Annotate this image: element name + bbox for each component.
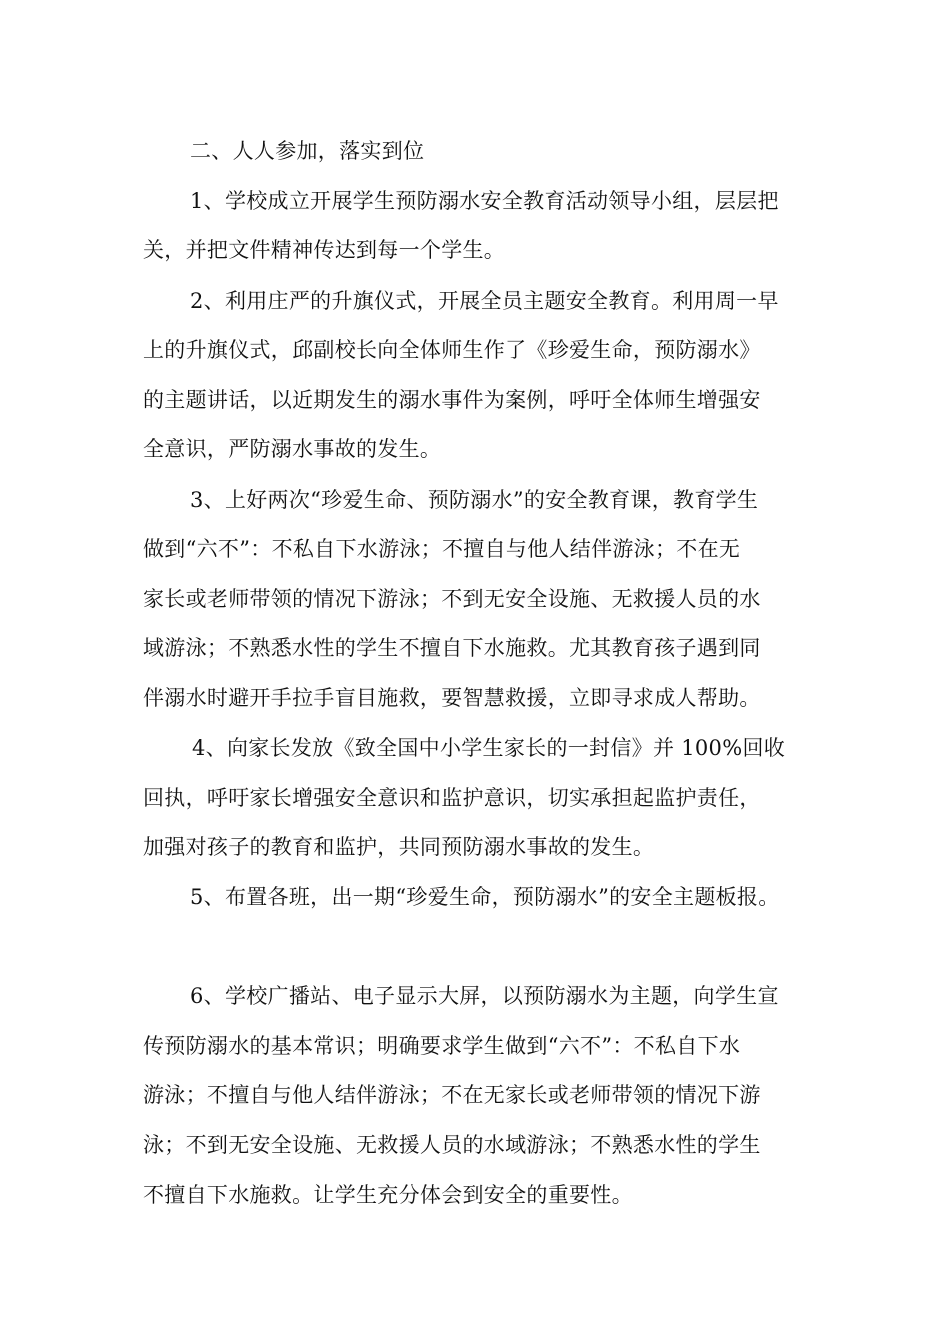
- paragraph-6-line-5: 不擅自下水施救。让学生充分体会到安全的重要性。: [143, 1183, 633, 1207]
- paragraph-3-line-5: 伴溺水时避开手拉手盲目施救，要智慧救援，立即寻求成人帮助。: [143, 686, 761, 710]
- paragraph-2-line-1: 2、利用庄严的升旗仪式，开展全员主题安全教育。利用周一早: [190, 289, 779, 313]
- paragraph-1-line-1: 1、学校成立开展学生预防溺水安全教育活动领导小组，层层把: [190, 189, 779, 213]
- paragraph-3-line-1: 3、上好两次“珍爱生命、预防溺水”的安全教育课，教育学生: [190, 488, 759, 512]
- paragraph-5-line-1: 5、布置各班，出一期“珍爱生命，预防溺水”的安全主题板报。: [190, 885, 780, 909]
- paragraph-3-line-3: 家长或老师带领的情况下游泳；不到无安全设施、无救援人员的水: [143, 587, 761, 611]
- paragraph-2-line-3: 的主题讲话，以近期发生的溺水事件为案例，呼吁全体师生增强安: [143, 388, 761, 412]
- paragraph-2-line-2: 上的升旗仪式，邱副校长向全体师生作了《珍爱生命，预防溺水》: [143, 338, 761, 362]
- paragraph-3-line-4: 域游泳；不熟悉水性的学生不擅自下水施救。尤其教育孩子遇到同: [143, 636, 761, 660]
- paragraph-2-line-4: 全意识，严防溺水事故的发生。: [143, 437, 442, 461]
- paragraph-4-line-3: 加强对孩子的教育和监护，共同预防溺水事故的发生。: [143, 835, 655, 859]
- paragraph-6-line-2: 传预防溺水的基本常识；明确要求学生做到“六不”：不私自下水: [143, 1034, 741, 1058]
- paragraph-4-line-2: 回执，呼吁家长增强安全意识和监护意识，切实承担起监护责任，: [143, 786, 761, 810]
- paragraph-6-line-4: 泳；不到无安全设施、无救援人员的水域游泳；不熟悉水性的学生: [143, 1133, 761, 1157]
- paragraph-6-line-3: 游泳；不擅自与他人结伴游泳；不在无家长或老师带领的情况下游: [143, 1083, 761, 1107]
- section-heading: 二、人人参加，落实到位: [190, 139, 425, 163]
- paragraph-3-line-2: 做到“六不”：不私自下水游泳；不擅自与他人结伴游泳；不在无: [143, 537, 741, 561]
- paragraph-4-line-1: 4、向家长发放《致全国中小学生家长的一封信》并 100%回收: [192, 736, 786, 760]
- paragraph-6-line-1: 6、学校广播站、电子显示大屏，以预防溺水为主题，向学生宣: [190, 984, 779, 1008]
- paragraph-1-line-2: 关，并把文件精神传达到每一个学生。: [143, 238, 506, 262]
